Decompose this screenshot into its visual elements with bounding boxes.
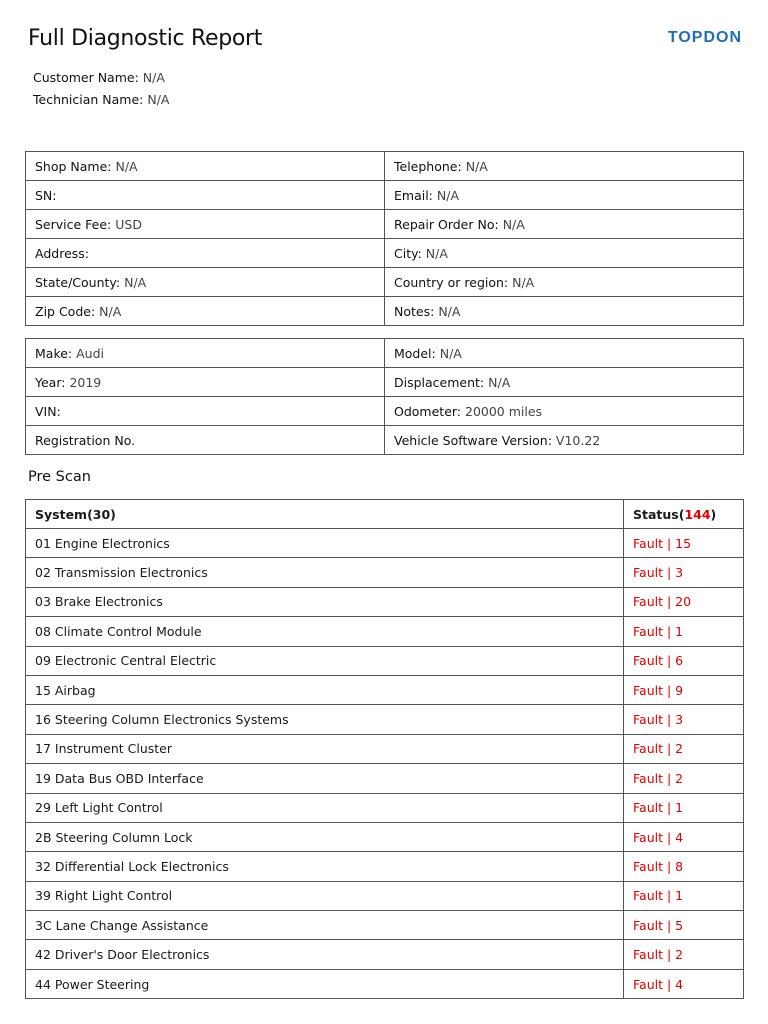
table-row — [26, 881, 744, 910]
field-label: Year: — [35, 374, 66, 390]
field-value: 2019 — [69, 374, 102, 390]
vehicle-info-row — [26, 397, 744, 426]
vehicle-info-row — [26, 339, 744, 368]
field-label: Telephone: — [394, 158, 462, 174]
field-label: Email: — [394, 187, 433, 203]
field-label: Displacement: — [394, 374, 485, 390]
fault-status: Fault | 3 — [624, 558, 744, 587]
table-row — [26, 911, 744, 940]
shop-info-cell — [385, 152, 744, 181]
field-value: N/A — [465, 158, 488, 174]
fault-status: Fault | 3 — [624, 705, 744, 734]
system-name: 16 Steering Column Electronics Systems — [26, 705, 624, 734]
pre-scan-header-row — [26, 500, 744, 529]
table-row — [26, 558, 744, 587]
field-label: Zip Code: — [35, 303, 96, 319]
fault-status: Fault | 2 — [624, 734, 744, 763]
field-label: State/County: — [35, 274, 121, 290]
vehicle-info-cell — [26, 426, 385, 455]
field-label: Shop Name: — [35, 158, 112, 174]
technician-name — [33, 92, 170, 107]
status-total-count: 144 — [684, 506, 711, 522]
technician-name-value: N/A — [147, 92, 170, 107]
customer-name — [33, 70, 165, 85]
shop-info-cell — [26, 297, 385, 326]
field-label: Registration No. — [35, 432, 136, 448]
field-value: N/A — [512, 274, 535, 290]
system-column-header: System(30) — [26, 500, 624, 529]
fault-status: Fault | 5 — [624, 911, 744, 940]
table-row — [26, 587, 744, 616]
table-row — [26, 705, 744, 734]
shop-info-row — [26, 268, 744, 297]
shop-info-table — [25, 151, 744, 326]
fault-status: Fault | 4 — [624, 822, 744, 851]
system-name: 17 Instrument Cluster — [26, 734, 624, 763]
status-header-suffix: ) — [710, 506, 717, 522]
field-value: N/A — [438, 303, 461, 319]
page-title: Full Diagnostic Report — [28, 26, 263, 51]
shop-info-cell — [385, 239, 744, 268]
table-row — [26, 822, 744, 851]
vehicle-info-table — [25, 338, 744, 455]
field-value: N/A — [436, 187, 460, 203]
table-row — [26, 675, 744, 704]
field-value: N/A — [425, 245, 448, 261]
system-name: 01 Engine Electronics — [26, 529, 624, 558]
vehicle-info-cell — [385, 368, 744, 397]
fault-status: Fault | 20 — [624, 587, 744, 616]
shop-info-row — [26, 297, 744, 326]
table-row — [26, 529, 744, 558]
shop-info-cell — [26, 152, 385, 181]
field-label: City: — [394, 245, 422, 261]
vehicle-info-cell — [26, 339, 385, 368]
shop-info-cell — [26, 239, 385, 268]
vehicle-info-cell — [385, 426, 744, 455]
table-row — [26, 646, 744, 675]
system-name: 2B Steering Column Lock — [26, 822, 624, 851]
fault-status: Fault | 1 — [624, 617, 744, 646]
table-row — [26, 852, 744, 881]
shop-info-row — [26, 210, 744, 239]
pre-scan-heading: Pre Scan — [28, 469, 91, 485]
system-name: 44 Power Steering — [26, 969, 624, 998]
field-value: N/A — [115, 158, 138, 174]
fault-status: Fault | 1 — [624, 881, 744, 910]
system-name: 03 Brake Electronics — [26, 587, 624, 616]
field-label: Model: — [394, 345, 436, 361]
system-name: 09 Electronic Central Electric — [26, 646, 624, 675]
system-name: 32 Differential Lock Electronics — [26, 852, 624, 881]
field-value: 20000 miles — [465, 403, 543, 419]
shop-info-cell — [385, 268, 744, 297]
vehicle-info-cell — [26, 397, 385, 426]
status-header-prefix: Status( — [633, 506, 685, 522]
vehicle-info-cell — [385, 397, 744, 426]
technician-name-label: Technician Name: — [33, 92, 144, 107]
status-column-header — [624, 500, 744, 529]
fault-status: Fault | 15 — [624, 529, 744, 558]
system-name: 42 Driver's Door Electronics — [26, 940, 624, 969]
shop-info-cell — [385, 181, 744, 210]
field-label: Make: — [35, 345, 73, 361]
fault-status: Fault | 9 — [624, 675, 744, 704]
topdon-logo: TOPDON — [667, 29, 742, 46]
shop-info-row — [26, 181, 744, 210]
field-value: N/A — [488, 374, 511, 390]
system-name: 02 Transmission Electronics — [26, 558, 624, 587]
shop-info-cell — [385, 210, 744, 239]
table-row — [26, 764, 744, 793]
fault-status: Fault | 6 — [624, 646, 744, 675]
table-row — [26, 617, 744, 646]
table-row — [26, 793, 744, 822]
system-name: 08 Climate Control Module — [26, 617, 624, 646]
customer-name-value: N/A — [142, 70, 165, 85]
field-value: N/A — [99, 303, 122, 319]
field-value: N/A — [439, 345, 462, 361]
shop-info-row — [26, 152, 744, 181]
field-value: N/A — [502, 216, 525, 232]
shop-info-row — [26, 239, 744, 268]
field-label: Repair Order No: — [394, 216, 499, 232]
vehicle-info-row — [26, 368, 744, 397]
field-label: VIN: — [35, 403, 61, 419]
field-value: USD — [115, 216, 142, 232]
fault-status: Fault | 1 — [624, 793, 744, 822]
vehicle-info-cell — [385, 339, 744, 368]
fault-status: Fault | 8 — [624, 852, 744, 881]
system-name: 15 Airbag — [26, 675, 624, 704]
shop-info-cell — [385, 297, 744, 326]
table-row — [26, 940, 744, 969]
field-label: Service Fee: — [35, 216, 112, 232]
system-name: 3C Lane Change Assistance — [26, 911, 624, 940]
field-label: Odometer: — [394, 403, 462, 419]
pre-scan-table — [25, 499, 744, 999]
field-label: Address: — [35, 245, 89, 261]
field-label: Notes: — [394, 303, 435, 319]
fault-status: Fault | 2 — [624, 940, 744, 969]
table-row — [26, 734, 744, 763]
customer-name-label: Customer Name: — [33, 70, 139, 85]
field-label: SN: — [35, 187, 57, 203]
table-row — [26, 969, 744, 998]
system-name: 29 Left Light Control — [26, 793, 624, 822]
vehicle-info-row — [26, 426, 744, 455]
field-value: V10.22 — [555, 432, 601, 448]
field-label: Country or region: — [394, 274, 509, 290]
shop-info-cell — [26, 268, 385, 297]
fault-status: Fault | 4 — [624, 969, 744, 998]
field-value: Audi — [76, 345, 105, 361]
system-name: 19 Data Bus OBD Interface — [26, 764, 624, 793]
fault-status: Fault | 2 — [624, 764, 744, 793]
shop-info-cell — [26, 181, 385, 210]
field-value: N/A — [124, 274, 147, 290]
field-label: Vehicle Software Version: — [394, 432, 552, 448]
system-name: 39 Right Light Control — [26, 881, 624, 910]
shop-info-cell — [26, 210, 385, 239]
vehicle-info-cell — [26, 368, 385, 397]
